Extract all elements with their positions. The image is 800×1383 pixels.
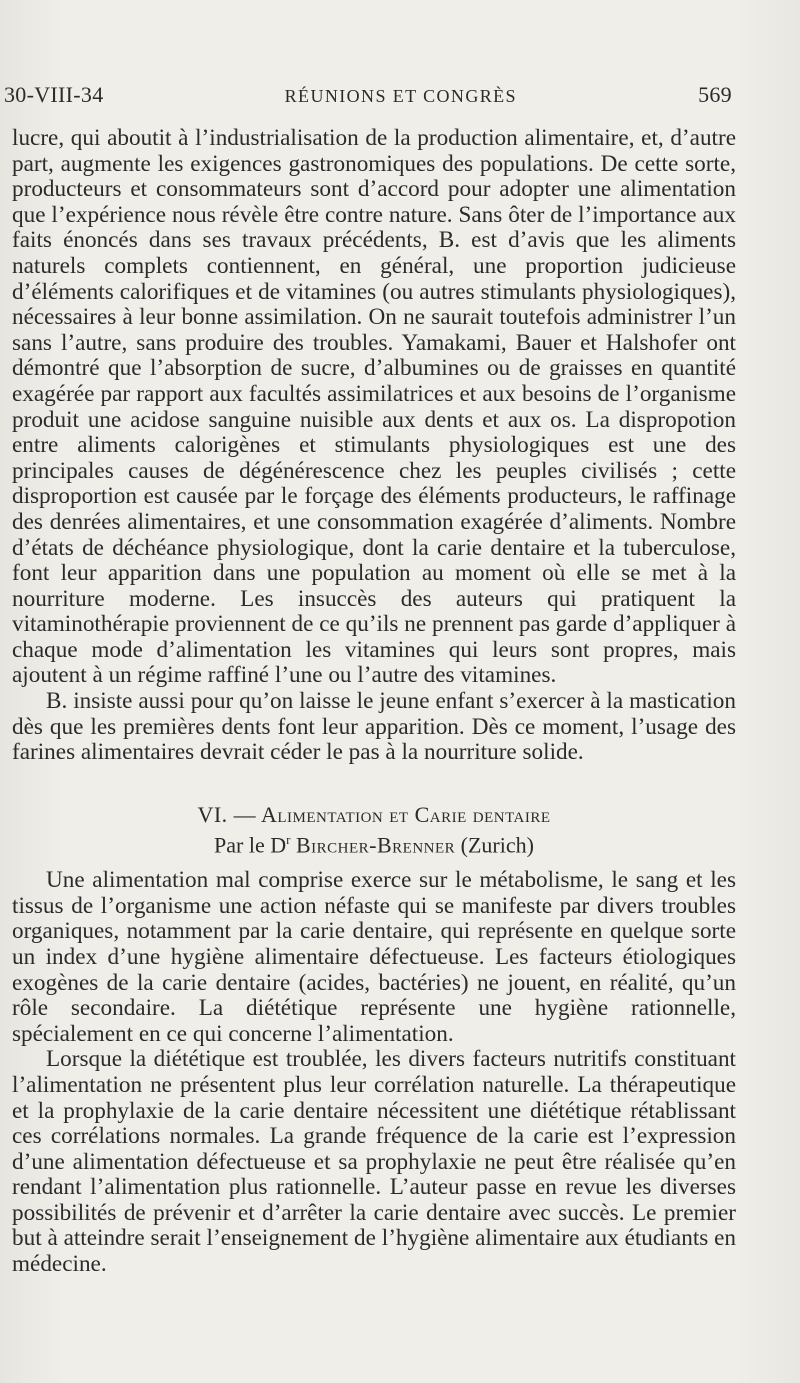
header-title: RÉUNIONS ET CONGRÈS [284,86,517,106]
page-number: 569 [698,82,732,107]
paragraph: B. insiste aussi pour qu’on laisse le jeune enfant s’exercer à la mastication dès que les premières dents font leur apparition. Dès ce moment, l’usage des farines alimentaires devrait céder le pas à la nourriture solide. [12,688,736,766]
running-header [4,82,732,108]
author-city: (Zurich) [460,832,534,858]
section-body [12,868,736,1278]
intro-text [12,126,736,766]
section-author [12,832,736,858]
paragraph: lucre, qui aboutit à l’industrialisation de la production alimentaire, et, d’autre part, augmente les exigences gastronomiques des populations. De cette sorte, producteurs et consommateurs sont d’accord pour adopter une alimentation que l’expérience nous révèle être contre nature. Sans ôter de l’importance aux faits énoncés dans ses travaux précédents, B. est d’avis que les aliments naturels complets contiennent, en général, une proportion judicieuse d’éléments calorifiques et de vitamines (ou autres stimulants physiologiques), nécessaires à leur bonne assimilation. On ne saurait toutefois administrer l’un sans l’autre, sans produire des troubles. Yamakami, Bauer et Halshofer ont démontré que l’absorption de sucre, d’albumines ou de graisses en quantité exagérée par rapport aux facultés assimilatrices et aux besoins de l’organisme produit une acidose sanguine nuisible aux dents et aux os. La dispropotion entre aliments calorigènes et stimulants physiologiques est une des principales causes de dégénérescence chez les peuples civilisés ; cette disproportion est causée par le forçage des éléments producteurs, le raffinage des denrées alimentaires, et une consommation exagérée d’aliments. Nombre d’états de déchéance physiologique, dont la carie dentaire et la tuberculose, font leur apparition dans une population au moment où elle se met à la nourriture moderne. Les insuccès des auteurs qui pratiquent la vitaminothérapie proviennent de ce qu’ils ne prennent pas garde d’appliquer à chaque mode d’alimentation les vitamines qui leurs sont propres, mais ajoutent à un régime raffiné l’une ou l’autre des vitamines. [12,125,736,689]
author-name: Bircher-Brenner [295,832,456,858]
author-prefix: Par le D [214,832,287,858]
paragraph: Une alimentation mal comprise exerce sur le métabolisme, le sang et les tissus de l’organisme une action néfaste qui se manifeste par divers troubles organiques, notamment par la carie dentaire, qui représente en quelque sorte un index d’une hygiène alimentaire défectueuse. Les facteurs étiologiques exogènes de la carie dentaire (acides, bactéries) ne jouent, en réalité, qu’un rôle secondaire. La diététique représente une hygiène rationnelle, spécialement en ce qui concerne l’alimentation. [12,867,736,1047]
paragraph: Lorsque la diététique est troublée, les divers facteurs nutritifs constituant l’alimentation ne présentent plus leur corrélation naturelle. La thérapeutique et la prophylaxie de la carie dentaire nécessitent une diététique rétablissant ces corrélations normales. La grande fréquence de la carie est l’expression d’une alimentation défectueuse et sa prophylaxie ne peut être réalisée qu’en rendant l’alimentation plus rationnelle. L’auteur passe en revue les diverses possibilités de prévenir et d’arrêter la carie dentaire avec succès. Le premier but à atteindre serait l’enseignement de l’hygiène alimentaire aux étudiants en médecine. [12,1046,736,1278]
author-title-sup: r [286,831,291,847]
header-date: 30-VIII-34 [4,82,104,107]
section-title: VI. — Alimentation et Carie dentaire [197,801,551,827]
